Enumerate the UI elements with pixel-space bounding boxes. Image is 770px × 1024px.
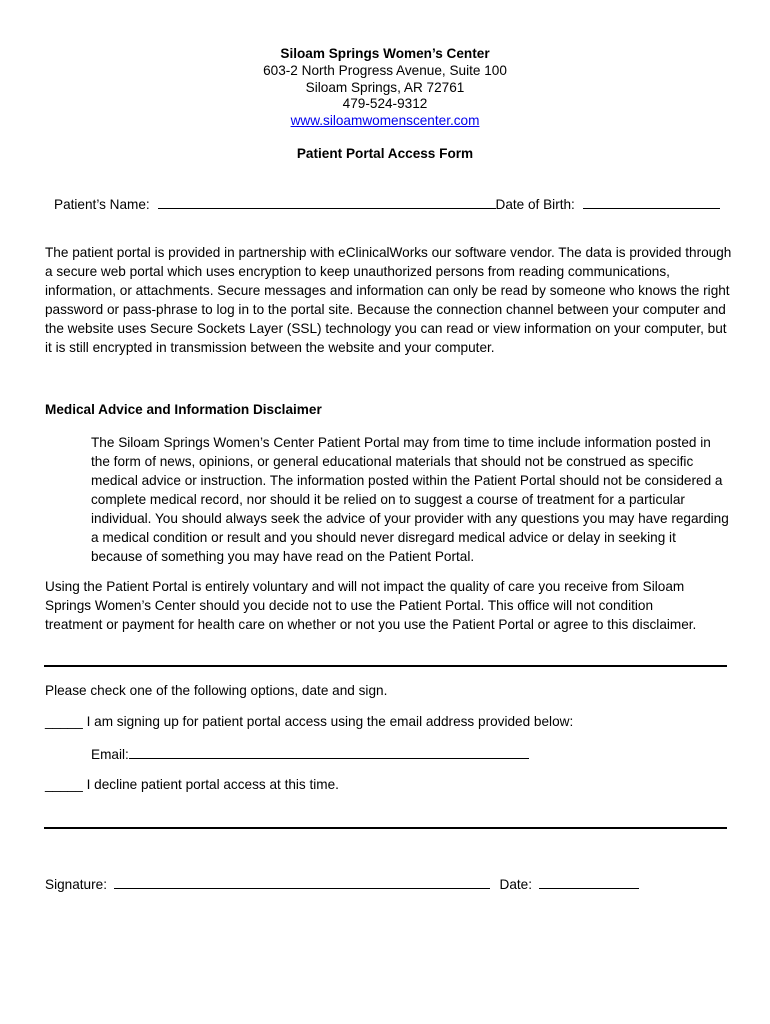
email-row — [91, 745, 529, 762]
signature-field[interactable] — [114, 875, 490, 889]
org-name: Siloam Springs Women’s Center — [280, 46, 490, 61]
disclaimer-body: The Siloam Springs Women’s Center Patient Portal may from time to time include information posted in the form of news, opinions, or general educational materials that should not be construed as specific medical advice or instruction. The information posted within the Patient Portal should not be considered a complete medical record, nor should it be relied on to suggest a course of treatment for a particular individual. You should always seek the advice of your provider with any questions you may have regarding a medical condition or result and you should never disregard medical advice or delay in seeking it because of something you may have read on the Patient Portal. — [91, 435, 729, 564]
patient-name-field[interactable] — [158, 195, 496, 209]
signup-option-label: I am signing up for patient portal access using the email address provided below: — [86, 714, 574, 729]
form-title: Patient Portal Access Form — [296, 146, 474, 161]
signature-label: Signature: — [45, 877, 107, 892]
address-line-1: 603-2 North Progress Avenue, Suite 100 — [263, 63, 507, 78]
dob-label: Date of Birth: — [495, 197, 575, 212]
decline-option-label: I decline patient portal access at this time. — [86, 777, 339, 792]
email-field[interactable] — [129, 745, 529, 759]
dob-field[interactable] — [583, 195, 720, 209]
date-field[interactable] — [539, 875, 639, 889]
patient-name-label: Patient’s Name: — [54, 197, 150, 212]
decline-checkbox-blank[interactable]: _____ — [45, 777, 83, 792]
signup-option[interactable] — [45, 714, 573, 729]
email-label: Email: — [91, 747, 129, 762]
disclaimer-heading: Medical Advice and Information Disclaimer — [45, 402, 322, 417]
intro-paragraph: The patient portal is provided in partnership with eClinicalWorks our software vendor. The data is provided through a secure web portal which uses encryption to keep unauthorized persons from reading communications, information, or attachments. Secure messages and information can only be read by someone who knows the right password or pass-phrase to log in to the portal site. Because the connection channel between your computer and the website uses Secure Sockets Layer (SSL) technology you can read or view information on your computer, but it is still encrypted in transmission between the website and your computer. — [45, 245, 732, 355]
voluntary-paragraph: Using the Patient Portal is entirely voluntary and will not impact the quality of care you receive from Siloam Springs Women’s Center should you decide not to use the Patient Portal. This office will not condition treatment or payment for health care on whether or not you use the Patient Portal or agree to this disclaimer. — [45, 579, 697, 632]
signature-row — [45, 875, 639, 892]
divider-top — [44, 665, 727, 667]
options-instruction: Please check one of the following options, date and sign. — [45, 683, 388, 698]
signup-checkbox-blank[interactable]: _____ — [45, 714, 83, 729]
decline-option[interactable] — [45, 777, 339, 792]
patient-row — [54, 195, 720, 212]
website-link[interactable]: www.siloamwomenscenter.com — [290, 113, 480, 128]
divider-bottom — [44, 827, 727, 829]
address-line-2: Siloam Springs, AR 72761 — [305, 80, 465, 95]
phone-number: 479-524-9312 — [342, 96, 428, 111]
website-wrap — [0, 113, 770, 128]
date-label: Date: — [499, 877, 533, 892]
